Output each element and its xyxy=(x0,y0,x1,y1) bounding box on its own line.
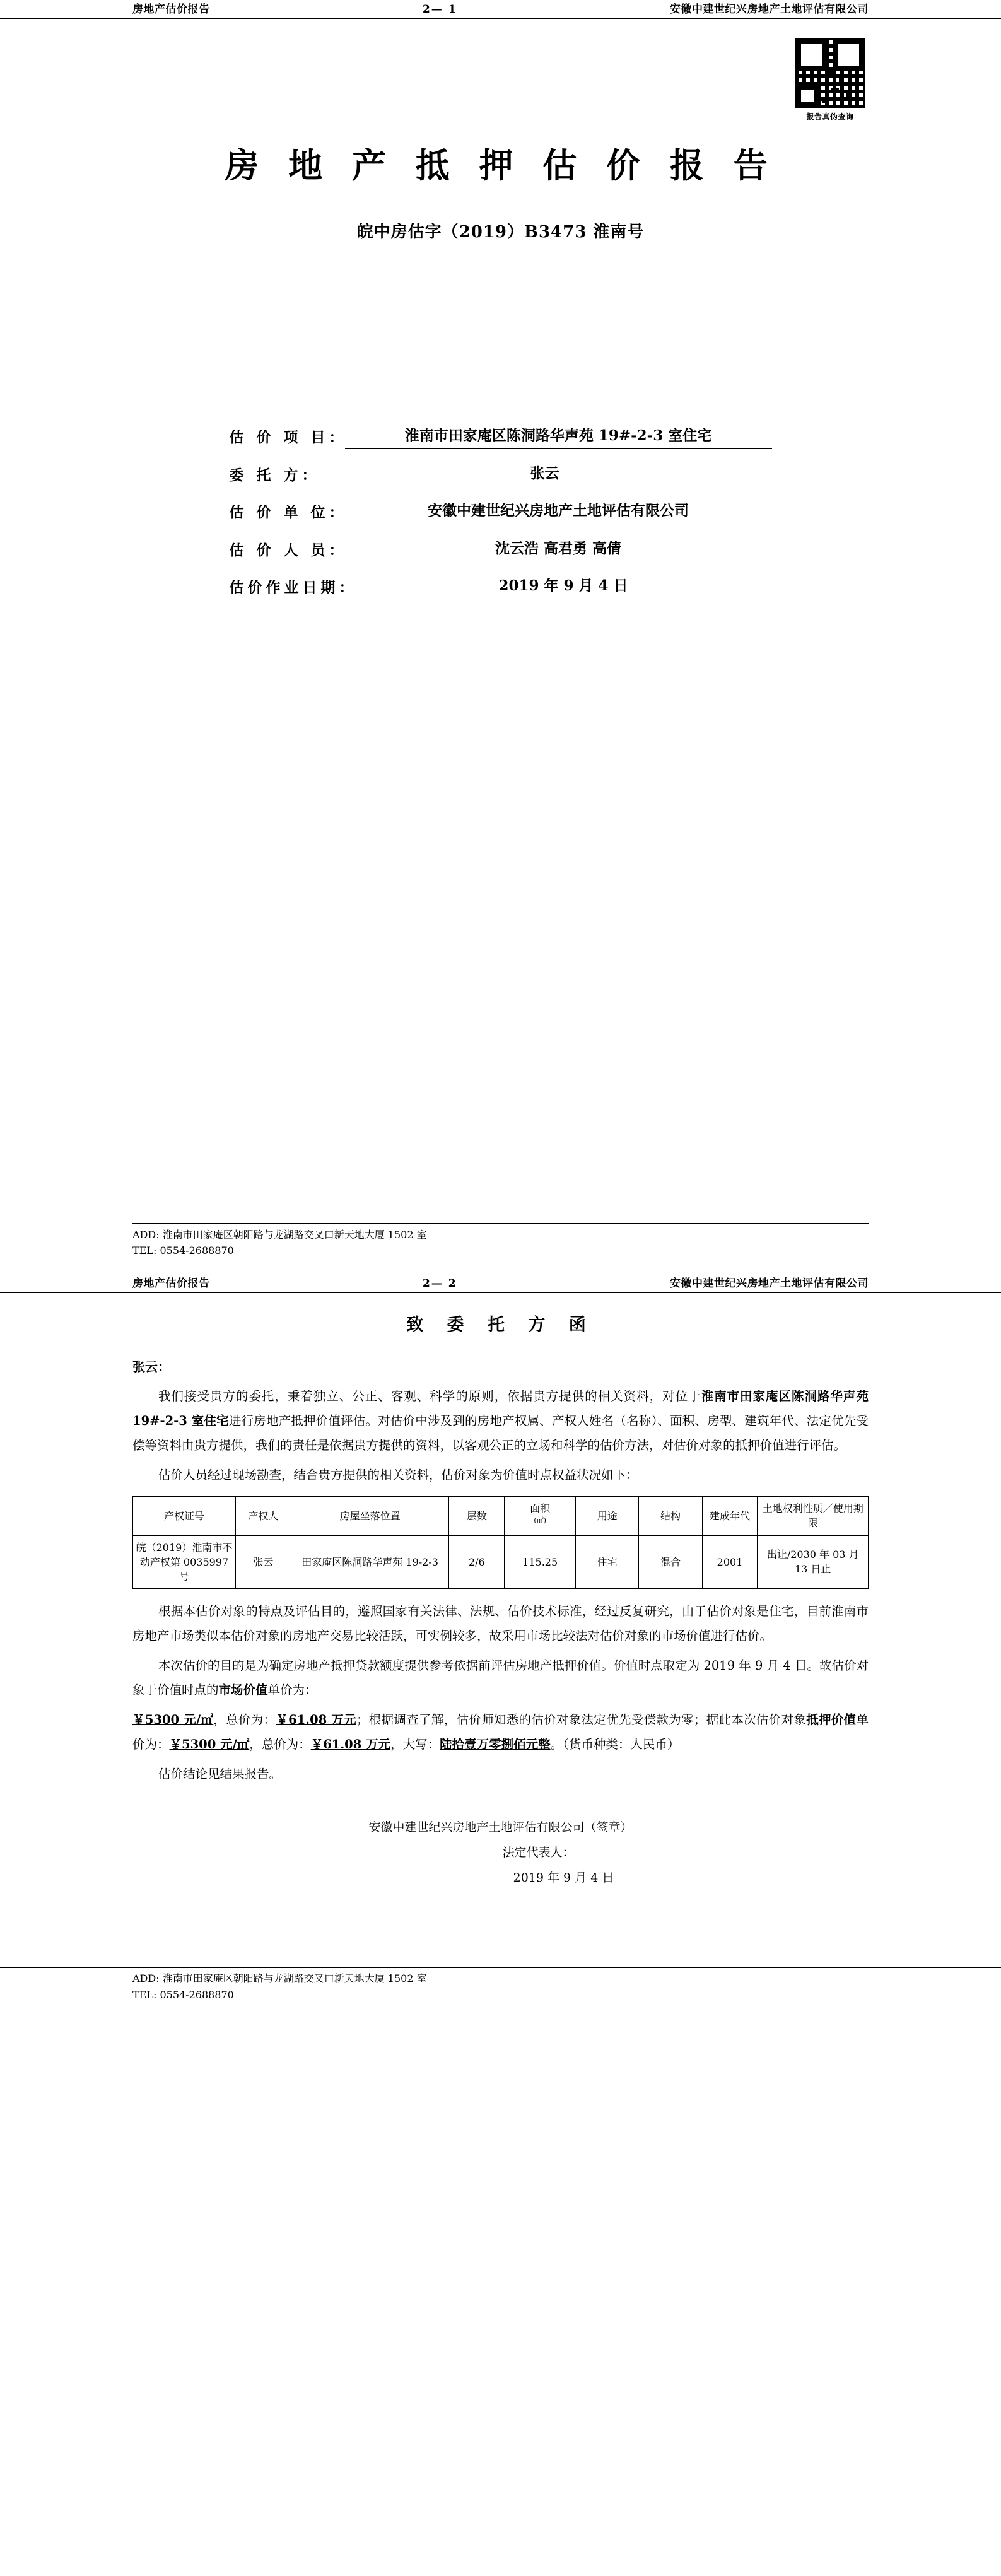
report-code: 皖中房估字（2019）B3473 淮南号 xyxy=(356,223,645,242)
p1-subject: 淮南市田家庵区陈洞路华声苑 19#-2-3 室住宅 xyxy=(132,1389,869,1428)
letter-paragraph-4 xyxy=(132,1653,869,1702)
field-project-value: 淮南市田家庵区陈洞路华声苑 19#-2-3 室住宅 xyxy=(345,425,772,449)
signature-block xyxy=(132,1815,869,1891)
mortgage-total-price-words: 陆拾壹万零捌佰元整 xyxy=(440,1737,551,1752)
field-client-value: 张云 xyxy=(318,463,772,487)
cell-structure: 混合 xyxy=(639,1535,702,1589)
running-header-left: 房地产估价报告 xyxy=(132,1277,210,1290)
running-header-page: 2— 2 xyxy=(422,1277,457,1290)
table-row xyxy=(133,1535,869,1589)
signature-legal-rep: 法定代表人： xyxy=(502,1846,575,1860)
p4-part-a: 本次估价的目的是为确定房地产抵押贷款额度提供参考依据前评估房地产抵押价值。价值时点取定为 2019 年 9 月 4 日。故估价对象于价值时点的 xyxy=(132,1658,869,1698)
colon: ： xyxy=(329,504,344,521)
mortgage-unit-price: ￥5300 元/㎡ xyxy=(169,1737,250,1752)
th-use: 用途 xyxy=(576,1497,639,1536)
market-total-price: ￥61.08 万元 xyxy=(276,1712,356,1728)
qr-block xyxy=(793,38,867,122)
th-cert-no: 产权证号 xyxy=(133,1497,236,1536)
cell-year: 2001 xyxy=(702,1535,758,1589)
footer-address-1 xyxy=(132,1223,869,1259)
field-date-label: 估价作业日期 xyxy=(229,579,339,596)
field-date xyxy=(230,575,772,599)
th-area-label: 面积 xyxy=(530,1502,551,1514)
mortgage-total-price: ￥61.08 万元 xyxy=(310,1737,391,1752)
running-header-company: 安徽中建世纪兴房地产土地评估有限公司 xyxy=(669,1277,869,1290)
running-header-2 xyxy=(0,1274,1001,1293)
th-area-unit: (㎡) xyxy=(534,1516,546,1525)
cell-cert-no: 皖（2019）淮南市不动产权第 0035997 号 xyxy=(133,1535,236,1589)
p5-part-d: ；根据调查了解，估价师知悉的估价对象法定优先受偿款为零；据此本次估价对象 xyxy=(356,1712,807,1728)
field-project-label: 估 价 项 目 xyxy=(229,429,329,446)
field-appraisal-company-value: 安徽中建世纪兴房地产土地评估有限公司 xyxy=(345,500,772,524)
colon: ： xyxy=(329,541,344,559)
running-header-company: 安徽中建世纪兴房地产土地评估有限公司 xyxy=(669,3,869,16)
th-year: 建成年代 xyxy=(702,1497,758,1536)
footer-add-line: ADD: 淮南市田家庵区朝阳路与龙湖路交叉口新天地大厦 1502 室 xyxy=(132,1972,427,1984)
running-header-1 xyxy=(0,0,1001,19)
field-client-label: 委 托 方 xyxy=(229,466,302,484)
p4-market-value-term: 市场价值 xyxy=(218,1683,268,1698)
field-appraisers xyxy=(230,538,772,562)
letter-paragraph-2: 估价人员经过现场勘查，结合贵方提供的相关资料，估价对象为价值时点权益状况如下： xyxy=(158,1468,638,1482)
cell-use: 住宅 xyxy=(576,1535,639,1589)
running-header-left: 房地产估价报告 xyxy=(132,3,210,16)
letter-title: 致 委 托 方 函 xyxy=(406,1315,595,1335)
mortgage-value-term: 抵押价值 xyxy=(806,1712,857,1728)
market-unit-price: ￥5300 元/㎡ xyxy=(132,1712,214,1728)
qr-code-icon xyxy=(795,38,865,108)
field-appraisal-company xyxy=(230,500,772,524)
cell-owner: 张云 xyxy=(235,1535,291,1589)
page-title: 房 地 产 抵 押 估 价 报 告 xyxy=(225,145,776,185)
cover-sheet xyxy=(0,0,1001,1274)
letter-salutation: 张云： xyxy=(132,1359,170,1374)
signature-company: 安徽中建世纪兴房地产土地评估有限公司（签章） xyxy=(368,1820,633,1835)
p1-part-a: 我们接受贵方的委托，秉着独立、公正、客观、科学的原则，依据贵方提供的相关资料，对位于 xyxy=(158,1389,701,1403)
property-table xyxy=(132,1496,869,1589)
qr-caption: 报告真伪查询 xyxy=(806,112,854,121)
p5-part-j: ，大写： xyxy=(390,1737,440,1752)
cell-area: 115.25 xyxy=(505,1535,576,1589)
th-area xyxy=(505,1497,576,1536)
p4-part-c: 单价为： xyxy=(267,1683,317,1698)
field-project xyxy=(230,425,772,449)
th-structure: 结构 xyxy=(639,1497,702,1536)
th-location: 房屋坐落位置 xyxy=(291,1497,449,1536)
th-owner: 产权人 xyxy=(235,1497,291,1536)
letter-paragraph-5 xyxy=(132,1707,869,1757)
field-appraisal-company-label: 估 价 单 位 xyxy=(229,504,329,521)
field-appraisers-label: 估 价 人 员 xyxy=(229,541,329,559)
field-appraisers-value: 沈云浩 高君勇 高倩 xyxy=(345,538,772,562)
field-date-value: 2019 年 9 月 4 日 xyxy=(355,575,772,599)
p1-part-c: 进行房地产抵押价值评估。对估价中涉及到的房地产权属、产权人姓名（名称）、面积、房型、建筑年代、法定优先受偿等资料由贵方提供，我们的责任是依据贵方提供的资料，以客观公正的立场和科学的估价方法，对估价对象的抵押价值进行评估。 xyxy=(132,1414,869,1453)
cover-fields xyxy=(230,242,772,599)
colon: ： xyxy=(329,429,344,446)
colon: ： xyxy=(301,466,317,484)
footer-address-2 xyxy=(0,1967,1001,2003)
field-client xyxy=(230,463,772,487)
letter-paragraph-3: 根据本估价对象的特点及评估目的，遵照国家有关法律、法规、估价技术标准，经过反复研究，由于估价对象是住宅，目前淮南市房地产市场类似本估价对象的房地产交易比较活跃，可实例较多，故采用市场比较法对估价对象的市场价值进行估价。 xyxy=(132,1604,869,1644)
letter-paragraph-1 xyxy=(132,1384,869,1458)
cell-land: 出让/2030 年 03 月 13 日止 xyxy=(758,1535,869,1589)
th-floors: 层数 xyxy=(449,1497,505,1536)
signature-date: 2019 年 9 月 4 日 xyxy=(513,1871,614,1885)
cell-floors: 2/6 xyxy=(449,1535,505,1589)
p5-part-b: ，总价为： xyxy=(213,1712,276,1728)
letter-sheet xyxy=(0,1274,1001,2040)
running-header-page: 2— 1 xyxy=(422,3,457,16)
footer-tel-line: TEL: 0554-2688870 xyxy=(132,1988,234,2001)
p5-part-l: 。（货币种类：人民币） xyxy=(550,1737,680,1752)
th-land: 土地权利性质／使用期限 xyxy=(758,1497,869,1536)
p5-part-f: 单价为： xyxy=(132,1712,869,1752)
cell-location: 田家庵区陈洞路华声苑 19-2-3 xyxy=(291,1535,449,1589)
footer-tel-line: TEL: 0554-2688870 xyxy=(132,1244,234,1257)
table-header-row xyxy=(133,1497,869,1536)
colon: ： xyxy=(339,579,354,596)
p5-part-h: ，总价为： xyxy=(249,1737,311,1752)
footer-add-line: ADD: 淮南市田家庵区朝阳路与龙湖路交叉口新天地大厦 1502 室 xyxy=(132,1228,427,1241)
letter-body xyxy=(0,1357,1001,1891)
letter-paragraph-6: 估价结论见结果报告。 xyxy=(158,1767,281,1782)
